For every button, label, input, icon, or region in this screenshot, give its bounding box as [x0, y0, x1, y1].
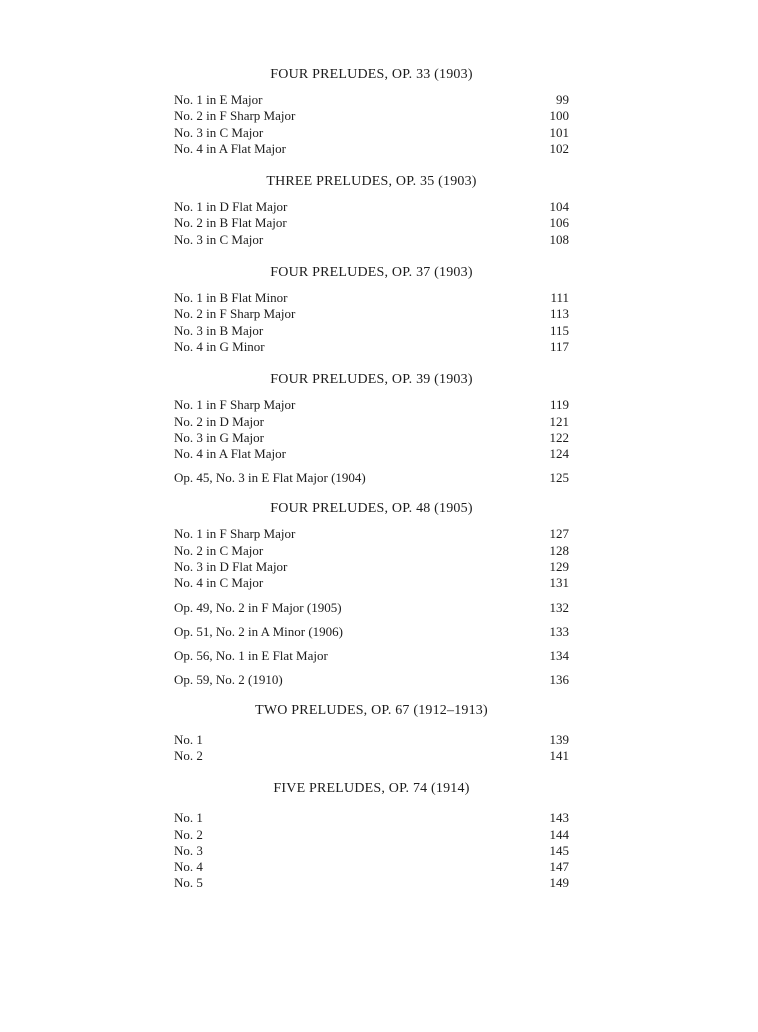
- list-item: [174, 430, 569, 446]
- item-title: Op. 45, No. 3 in E Flat Major (1904): [174, 470, 366, 486]
- list-item: [174, 526, 569, 542]
- toc-section: [174, 66, 569, 157]
- item-list: [174, 199, 569, 248]
- item-title: No. 3 in C Major: [174, 231, 264, 247]
- toc-section: [174, 173, 569, 248]
- item-page: 108: [549, 231, 569, 247]
- item-title: No. 1: [174, 731, 203, 747]
- item-list: [174, 526, 569, 591]
- item-title: No. 1 in F Sharp Major: [174, 397, 296, 413]
- list-item: [174, 543, 569, 559]
- toc-section: [174, 702, 569, 765]
- list-item: [174, 232, 569, 248]
- item-page: 141: [549, 747, 569, 763]
- item-page: 115: [549, 322, 569, 338]
- item-list: [174, 810, 569, 891]
- item-page: 100: [549, 108, 569, 124]
- item-page: 119: [549, 397, 569, 413]
- item-title: No. 1 in D Flat Major: [174, 199, 288, 215]
- list-item: [174, 827, 569, 843]
- item-page: 145: [549, 842, 569, 858]
- toc-section: [174, 371, 569, 486]
- toc-section: [174, 500, 569, 687]
- item-page: 143: [549, 810, 569, 826]
- item-page: 121: [549, 413, 569, 429]
- standalone-entry: [174, 648, 569, 664]
- list-item: [174, 748, 569, 764]
- item-page: 102: [549, 140, 569, 156]
- item-page: 129: [549, 559, 569, 575]
- item-title: No. 2 in B Flat Major: [174, 215, 287, 231]
- section-heading: FOUR PRELUDES, OP. 37 (1903): [270, 265, 473, 281]
- item-title: Op. 51, No. 2 in A Minor (1906): [174, 623, 343, 639]
- item-page: 111: [550, 290, 569, 306]
- item-list: [174, 397, 569, 462]
- list-item: [174, 339, 569, 355]
- item-list: [174, 290, 569, 355]
- list-item: [174, 859, 569, 875]
- item-page: 101: [549, 124, 569, 140]
- item-page: 147: [549, 859, 569, 875]
- item-title: No. 3 in C Major: [174, 124, 264, 140]
- list-item: [174, 414, 569, 430]
- standalone-entry: [174, 600, 569, 616]
- toc-section: [174, 264, 569, 355]
- item-title: No. 2: [174, 826, 203, 842]
- list-item: [174, 397, 569, 413]
- section-heading: FOUR PRELUDES, OP. 39 (1903): [270, 372, 473, 388]
- list-item: [174, 215, 569, 231]
- item-page: 124: [549, 446, 569, 462]
- item-title: No. 1 in B Flat Minor: [174, 290, 288, 306]
- item-list: [174, 92, 569, 157]
- list-item: [174, 92, 569, 108]
- item-page: 117: [549, 338, 569, 354]
- list-item: [174, 559, 569, 575]
- item-title: No. 1 in E Major: [174, 92, 263, 107]
- section-heading: FOUR PRELUDES, OP. 48 (1905): [270, 501, 473, 517]
- toc-section: [174, 780, 569, 891]
- item-page: 134: [549, 647, 569, 663]
- list-item: [174, 125, 569, 141]
- item-page: 133: [549, 623, 569, 639]
- standalone-entry: [174, 470, 569, 486]
- item-page: 127: [549, 526, 569, 542]
- list-item: [174, 843, 569, 859]
- standalone-entry: [174, 624, 569, 640]
- table-of-contents: [174, 66, 569, 892]
- item-title: No. 4 in A Flat Major: [174, 140, 286, 156]
- item-title: No. 2 in D Major: [174, 413, 264, 429]
- item-page: 144: [549, 826, 569, 842]
- item-page: 131: [549, 575, 569, 591]
- section-heading: FIVE PRELUDES, OP. 74 (1914): [273, 781, 470, 797]
- list-item: [174, 306, 569, 322]
- item-title: No. 4 in C Major: [174, 575, 264, 591]
- item-title: No. 2 in F Sharp Major: [174, 306, 296, 322]
- section-heading: THREE PRELUDES, OP. 35 (1903): [266, 174, 477, 190]
- item-title: Op. 56, No. 1 in E Flat Major: [174, 647, 328, 663]
- list-item: [174, 875, 569, 891]
- list-item: [174, 108, 569, 124]
- standalone-entry: [174, 672, 569, 688]
- list-item: [174, 290, 569, 306]
- item-title: No. 4: [174, 859, 203, 875]
- item-title: No. 1 in F Sharp Major: [174, 526, 296, 542]
- item-title: No. 1: [174, 810, 203, 826]
- list-item: [174, 732, 569, 748]
- item-title: No. 5: [174, 875, 203, 891]
- item-title: No. 3 in D Flat Major: [174, 559, 288, 575]
- item-title: No. 3: [174, 842, 203, 858]
- section-heading: FOUR PRELUDES, OP. 33 (1903): [270, 67, 473, 82]
- item-page: 106: [549, 215, 569, 231]
- item-title: Op. 59, No. 2 (1910): [174, 671, 283, 687]
- list-item: [174, 575, 569, 591]
- item-page: 149: [549, 875, 569, 891]
- item-page: 128: [549, 542, 569, 558]
- item-page: 136: [549, 671, 569, 687]
- item-title: No. 3 in G Major: [174, 429, 264, 445]
- list-item: [174, 446, 569, 462]
- list-item: [174, 141, 569, 157]
- item-title: No. 2: [174, 747, 203, 763]
- item-page: 113: [549, 306, 569, 322]
- item-title: No. 2 in F Sharp Major: [174, 108, 296, 124]
- item-page: 122: [549, 429, 569, 445]
- item-page: 99: [556, 92, 569, 107]
- list-item: [174, 323, 569, 339]
- item-title: No. 4 in A Flat Major: [174, 446, 286, 462]
- section-heading: TWO PRELUDES, OP. 67 (1912–1913): [255, 702, 488, 718]
- list-item: [174, 199, 569, 215]
- item-title: Op. 49, No. 2 in F Major (1905): [174, 599, 342, 615]
- item-page: 132: [549, 599, 569, 615]
- item-list: [174, 732, 569, 765]
- item-page: 125: [549, 470, 569, 486]
- item-title: No. 4 in G Minor: [174, 338, 265, 354]
- item-page: 104: [549, 199, 569, 215]
- item-title: No. 3 in B Major: [174, 322, 264, 338]
- list-item: [174, 810, 569, 826]
- item-page: 139: [549, 731, 569, 747]
- item-title: No. 2 in C Major: [174, 542, 264, 558]
